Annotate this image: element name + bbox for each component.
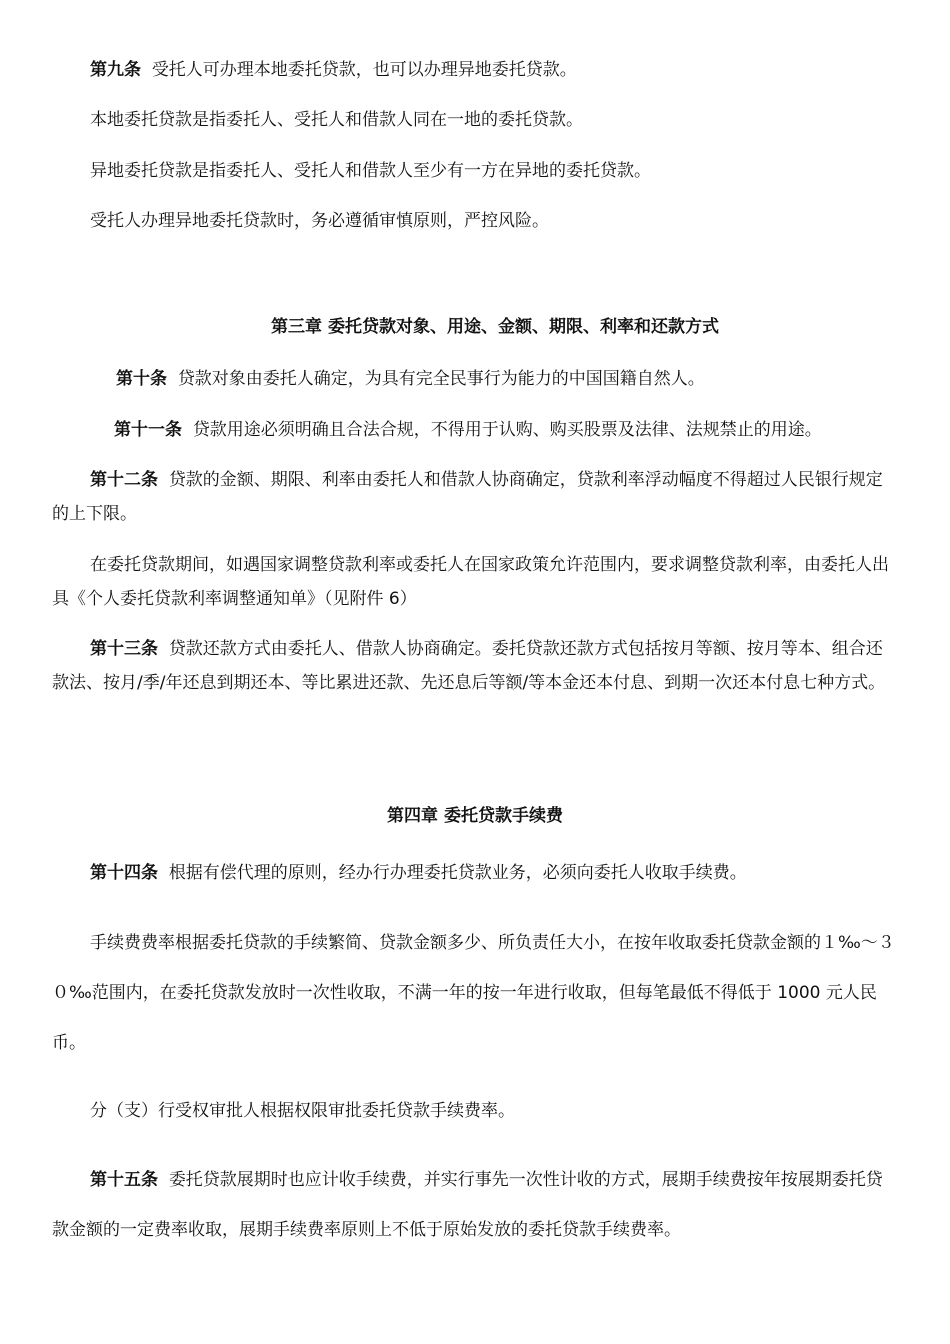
- article-9-heading: 第九条: [90, 60, 141, 80]
- article-13: [52, 632, 898, 700]
- paragraph-local-loan: [52, 103, 898, 137]
- paragraph-local-loan-text: 本地委托贷款是指委托人、受托人和借款人同在一地的委托贷款。: [90, 110, 583, 130]
- article-11: [52, 413, 898, 447]
- paragraph-rate-adjustment-text: 在委托贷款期间，如遇国家调整贷款利率或委托人在国家政策允许范围内，要求调整贷款利率，由委托人出具《个人委托贷款利率调整通知单》（见附件 6）: [52, 555, 889, 609]
- paragraph-remote-loan: [52, 154, 898, 188]
- paragraph-rate-adjustment: [52, 548, 898, 616]
- article-15: [52, 1155, 898, 1255]
- article-13-heading: 第十三条: [90, 639, 158, 659]
- chapter-3-title: 第三章 委托贷款对象、用途、金额、期限、利率和还款方式: [271, 317, 719, 337]
- article-10-heading: 第十条: [116, 369, 167, 389]
- article-15-text: 委托贷款展期时也应计收手续费，并实行事先一次性计收的方式，展期手续费按年按展期委托贷款金额的一定费率收取，展期手续费率原则上不低于原始发放的委托贷款手续费率。: [52, 1170, 883, 1240]
- article-12-heading: 第十二条: [90, 470, 158, 490]
- article-13-text: 贷款还款方式由委托人、借款人协商确定。委托贷款还款方式包括按月等额、按月等本、组合还款法、按月/季/年还息到期还本、等比累进还款、先还息后等额/等本金还本付息、到期一次还本付息七种方式。: [52, 639, 886, 693]
- paragraph-fee-rate-text: 手续费费率根据委托贷款的手续繁简、贷款金额多少、所负责任大小，在按年收取委托贷款金额的１‰～３０‰范围内，在委托贷款发放时一次性收取，不满一年的按一年进行收取，但每笔最低不得低于 1000 元人民币。: [52, 933, 895, 1053]
- article-15-heading: 第十五条: [90, 1170, 158, 1190]
- article-11-heading: 第十一条: [114, 420, 182, 440]
- article-10-text: 贷款对象由委托人确定，为具有完全民事行为能力的中国国籍自然人。: [177, 369, 705, 389]
- article-14-text: 根据有偿代理的原则，经办行办理委托贷款业务，必须向委托人收取手续费。: [168, 863, 747, 883]
- paragraph-prudence: [52, 204, 898, 238]
- chapter-4-title: 第四章 委托贷款手续费: [387, 806, 563, 826]
- article-12: [52, 463, 898, 531]
- paragraph-approval-text: 分（支）行受权审批人根据权限审批委托贷款手续费率。: [90, 1101, 515, 1121]
- article-9-text: 受托人可办理本地委托贷款，也可以办理异地委托贷款。: [151, 60, 577, 80]
- paragraph-prudence-text: 受托人办理异地委托贷款时，务必遵循审慎原则，严控风险。: [90, 211, 549, 231]
- paragraph-fee-rate: [52, 918, 898, 1068]
- article-11-text: 贷款用途必须明确且合法合规，不得用于认购、购买股票及法律、法规禁止的用途。: [192, 420, 822, 440]
- article-9: [52, 53, 898, 87]
- paragraph-remote-loan-text: 异地委托贷款是指委托人、受托人和借款人至少有一方在异地的委托贷款。: [90, 161, 651, 181]
- article-10: [52, 362, 898, 396]
- article-14-heading: 第十四条: [90, 863, 158, 883]
- article-12-text: 贷款的金额、期限、利率由委托人和借款人协商确定，贷款利率浮动幅度不得超过人民银行规定的上下限。: [52, 470, 883, 524]
- paragraph-approval: [52, 1094, 898, 1128]
- article-14: [52, 856, 898, 890]
